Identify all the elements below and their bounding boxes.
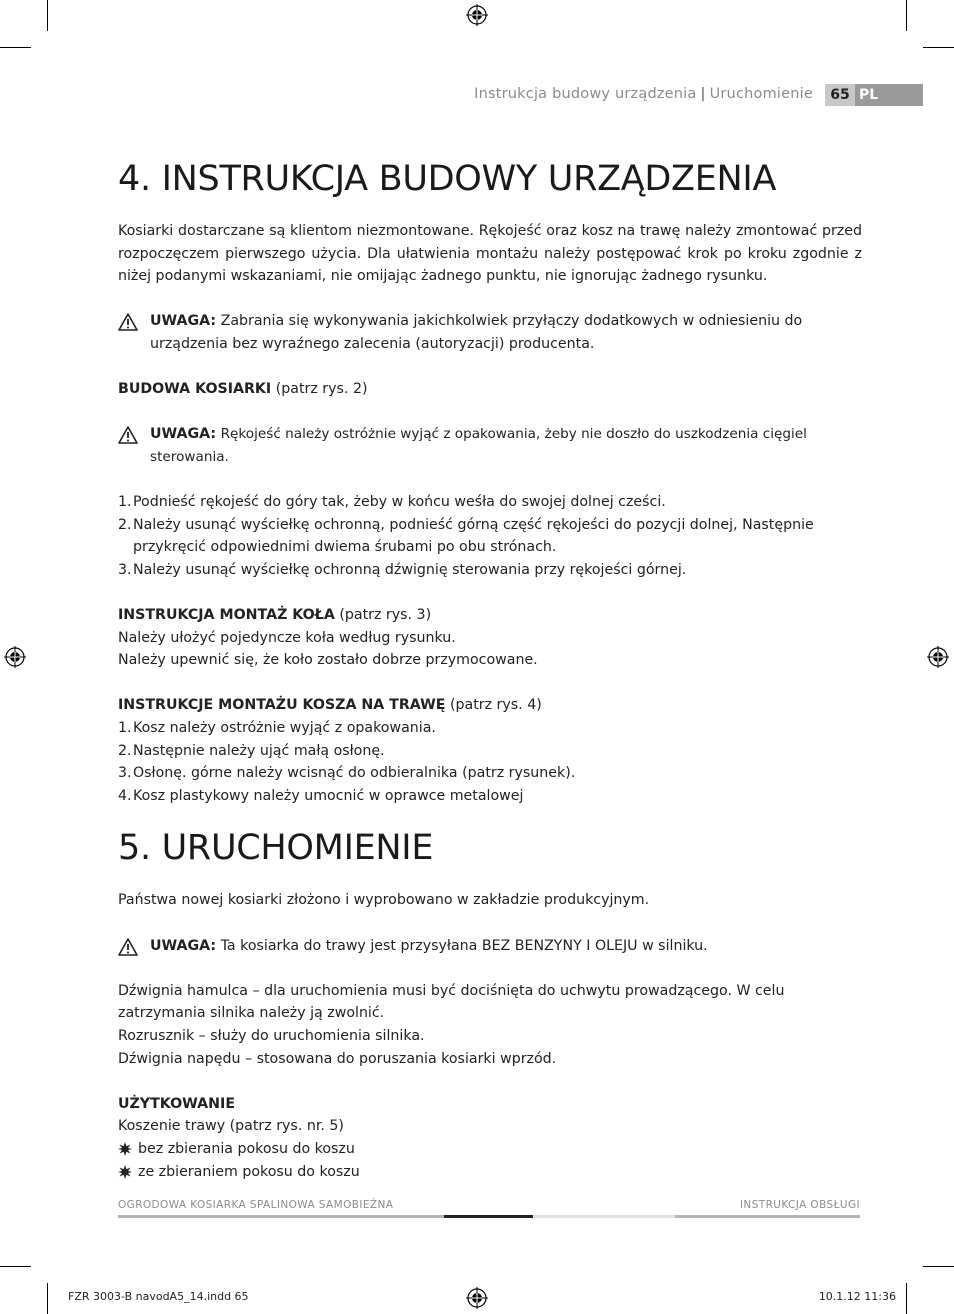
bullet-star-icon: [118, 1165, 132, 1179]
warning-triangle-icon: [118, 938, 138, 956]
build-steps-list: [118, 491, 862, 581]
crop-mark: [906, 0, 907, 31]
section-heading-wheel: [118, 604, 862, 627]
page-number: 65: [825, 84, 855, 106]
bullet-star-icon: [118, 1142, 132, 1156]
warning-note: [118, 310, 862, 355]
list-item: 3. Należy usunąć wyściełkę ochronną dźwignię sterowania przy rękojeści górnej.: [118, 561, 687, 578]
running-header: [474, 86, 813, 102]
list-item: 1. Kosz należy ostróżnie wyjąć z opakowania.: [118, 720, 436, 737]
warning-note: [118, 935, 862, 958]
wheel-line-1: Należy ułożyć pojedyncze koła według rysunku.: [118, 629, 456, 646]
warning-label: UWAGA:: [150, 937, 217, 954]
brake-lever-text: Dźwignia hamulca – dla uruchomienia musi być dociśnięta do uchwytu prowadzącego. W celu zatrzymania silnika należy ją zwolnić.: [118, 982, 785, 1022]
crop-mark: [47, 0, 48, 31]
chapter-4-title: 4. INSTRUKCJA BUDOWY URZĄDZENIA: [118, 159, 777, 199]
list-item: ze zbieraniem pokosu do koszu: [118, 1161, 862, 1184]
list-item: 3. Osłonę. górne należy wcisnąć do odbieralnika (patrz rysunek).: [118, 765, 576, 782]
registration-mark-icon: [466, 4, 488, 26]
list-item: 4. Kosz plastykowy należy umocnić w oprawce metalowej: [118, 787, 524, 804]
footer-bar: [675, 1215, 860, 1218]
starter-text: Rozrusznik – służy do uruchomienia silnika.: [118, 1028, 425, 1044]
list-item: 1. Podnieść rękojeść do góry tak, żeby w końcu weśła do swojej dolnej cześci.: [118, 494, 666, 511]
chapter-5-intro: Państwa nowej kosiarki złożono i wyprobowano w zakładzie produkcyjnym.: [118, 892, 650, 909]
crop-mark: [47, 1283, 48, 1314]
wheel-ref: (patrz rys. 3): [339, 607, 432, 624]
crop-mark: [923, 1266, 954, 1267]
section-heading-basket: [118, 694, 862, 717]
section-heading-build: [118, 378, 862, 401]
slug-file: FZR 3003-B navodA5_14.indd 65: [68, 1290, 249, 1303]
chapter-4-intro: Kosiarki dostarczane są klientom niezmontowane. Rękojeść oraz kosz na trawę należy zmontować przed rozpoczęczem pierwszego użycia. Dla ułatwienia montażu należy postępować krok po kroku zgodnie z niżej podanymi wskazaniami, nie omijając żadnego punktu, nie ignorując żadnego rysunku.: [118, 223, 862, 285]
footer-bar: [444, 1215, 533, 1218]
registration-mark-icon: [4, 646, 26, 668]
crop-mark: [0, 1266, 31, 1267]
page-content: [118, 150, 862, 1183]
wheel-heading: INSTRUKCJA MONTAŻ KOŁA: [118, 607, 335, 624]
language-label: PL: [859, 87, 879, 103]
list-item: bez zbierania pokosu do koszu: [118, 1138, 862, 1161]
wheel-line-2: Należy upewnić się, że koło zostało dobrze przymocowane.: [118, 652, 538, 669]
chapter-5-title: 5. URUCHOMIENIE: [118, 828, 434, 869]
basket-ref: (patrz rys. 4): [449, 697, 542, 714]
warning-note: [118, 423, 862, 468]
warning-label: UWAGA:: [150, 313, 217, 330]
build-heading: BUDOWA KOSIARKI: [118, 381, 272, 398]
registration-mark-icon: [466, 1287, 488, 1309]
crop-mark: [923, 47, 954, 48]
footer-right: INSTRUKCJA OBSŁUGI: [739, 1199, 860, 1211]
warning-text: Rękojeść należy ostróżnie wyjąć z opakowania, żeby nie doszło do uszkodzenia cięgiel sterowania.: [150, 426, 807, 465]
header-separator: |: [700, 86, 706, 102]
crop-mark: [906, 1283, 907, 1314]
header-section-2: Uruchomienie: [709, 86, 813, 102]
usage-heading: UŻYTKOWANIE: [118, 1095, 236, 1112]
footer-bar: [118, 1215, 444, 1218]
footer-bar: [533, 1215, 675, 1218]
header-section-1: Instrukcja budowy urządzenia: [474, 86, 697, 102]
warning-text: Zabrania się wykonywania jakichkolwiek przyłączy dodatkowych w odniesieniu do urządzenia bez wyraźnego zalecenia (autoryzacji) producenta.: [150, 313, 803, 352]
usage-line: Koszenie trawy (patrz rys. nr. 5): [118, 1118, 344, 1135]
warning-text: Ta kosiarka do trawy jest przysyłana BEZ BENZYNY I OLEJU w silniku.: [220, 937, 708, 954]
slug-date: 10.1.12 11:36: [818, 1290, 896, 1303]
footer-left: OGRODOWA KOSIARKA SPALINOWA SAMOBIEŻNA: [118, 1199, 394, 1211]
crop-mark: [0, 47, 31, 48]
warning-triangle-icon: [118, 313, 138, 331]
basket-heading: INSTRUKCJE MONTAŻU KOSZA NA TRAWĘ: [118, 697, 446, 714]
drive-lever-text: Dźwignia napędu – stosowana do poruszania kosiarki wprzód.: [118, 1050, 557, 1067]
list-item: 2. Następnie należy ująć małą osłonę.: [118, 742, 385, 759]
warning-label: UWAGA:: [150, 426, 217, 443]
warning-triangle-icon: [118, 426, 138, 444]
build-ref: (patrz rys. 2): [275, 381, 368, 398]
basket-steps-list: [118, 717, 862, 807]
registration-mark-icon: [927, 646, 949, 668]
list-item: 2. Należy usunąć wyściełkę ochronną, podnieść górną część rękojeści do pozycji dolnej, Następnie przykręcić odpowiednimi dwiema śrubami po obu strónach.: [118, 516, 814, 556]
